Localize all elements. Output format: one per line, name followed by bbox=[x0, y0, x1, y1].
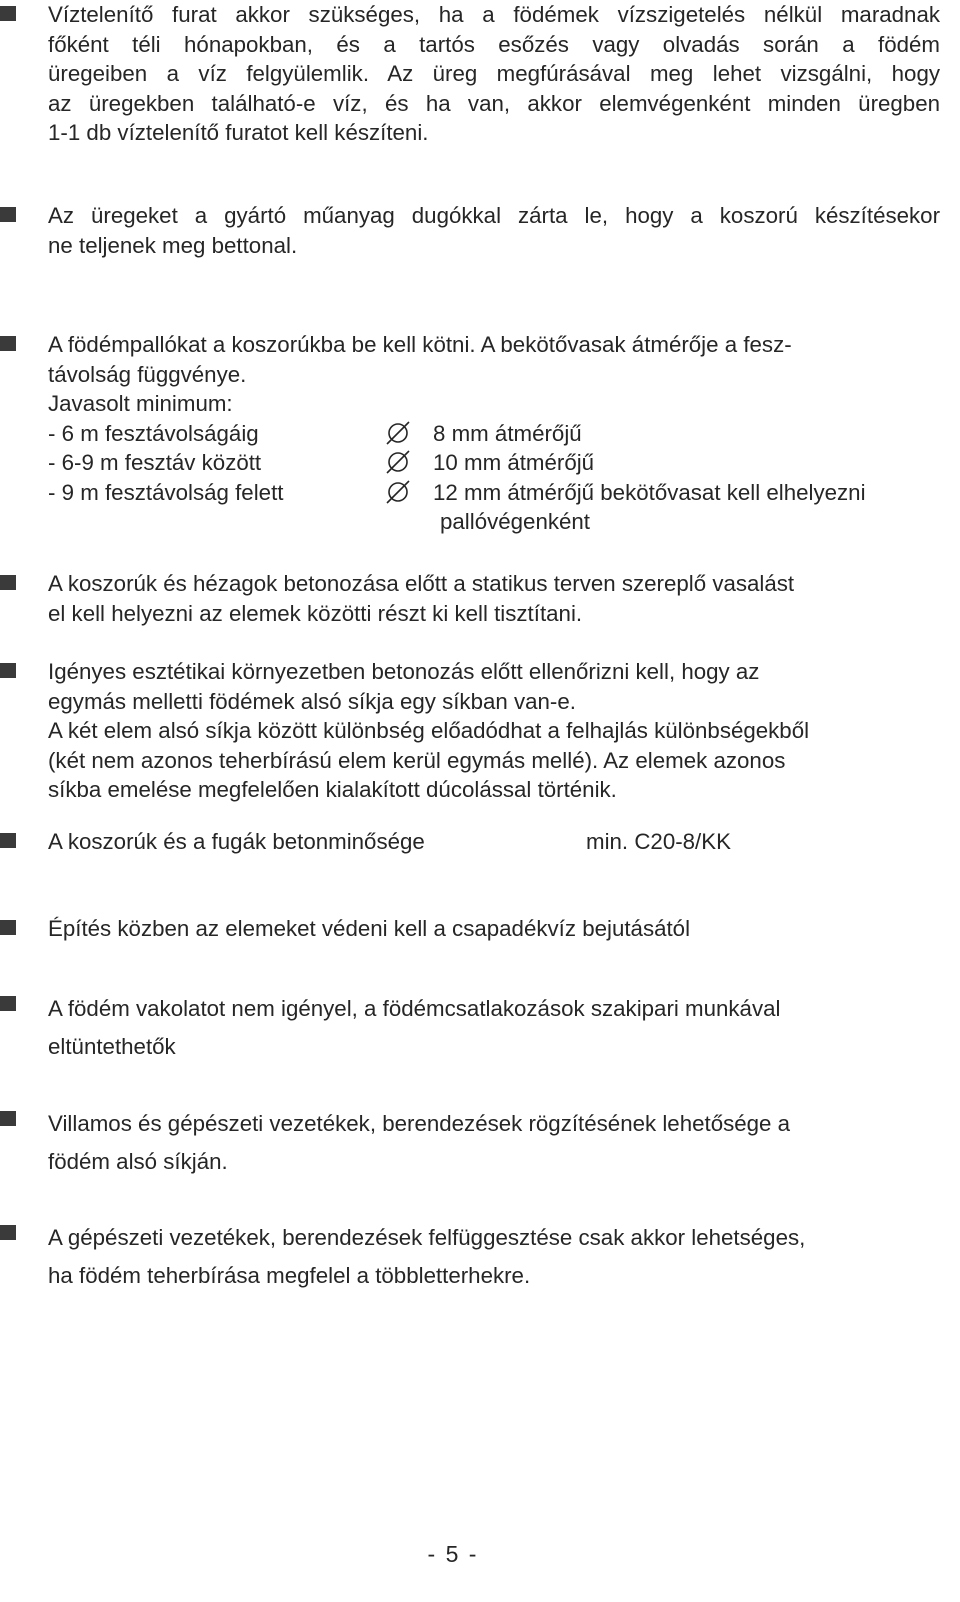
square-bullet-icon bbox=[0, 663, 16, 678]
square-bullet-icon bbox=[0, 336, 16, 351]
concrete-grade-row: A koszorúk és a fugák betonminősége min. C20-8/KK bbox=[48, 827, 940, 857]
paragraph: A koszorúk és hézagok betonozása előtt a statikus terven szereplő vasalást el kell helyezni az elemek közötti részt ki kell tisztítani. bbox=[48, 571, 795, 626]
diameter-icon bbox=[385, 448, 411, 474]
square-bullet-icon bbox=[0, 1225, 16, 1240]
paragraph: Igényes esztétikai környezetben betonozás előtt ellenőrizni kell, hogy az egymás melletti födémek alsó síkja egy síkban van-e. A két elem alsó síkja között különbség előadódhat a felhajlás különbségekből (két nem azonos teherbírású elem kerül egymás mellé). Az elemek azonos síkba emelése megfelelően kialakított dúcolással történik. bbox=[48, 659, 810, 802]
table-row: - 6-9 m fesztáv között 10 mm átmérőjű bbox=[48, 450, 595, 475]
square-bullet-icon bbox=[0, 207, 16, 222]
square-bullet-icon bbox=[0, 1111, 16, 1126]
paragraph: A födém vakolatot nem igényel, a födémcsatlakozások szakipari munkával eltüntethetők bbox=[48, 996, 781, 1059]
paragraph: Víztelenítő furat akkor szükséges, ha a födémek vízszigetelés nélkül maradnak főként téli hónapokban, és a tartós esőzés vagy olvadás során a födém üregeiben a víz felgyülemlik. Az üreg megfúrásával meg lehet vizsgálni, hogy az üregekben található-e víz, és ha van, akkor elemvégenként minden üregben 1-1 db víztelenítő furatot kell készíteni. bbox=[48, 2, 940, 145]
table-row: - 6 m fesztávolságáig 8 mm átmérőjű bbox=[48, 420, 582, 446]
square-bullet-icon bbox=[0, 920, 16, 935]
square-bullet-icon bbox=[0, 575, 16, 590]
paragraph: Villamos és gépészeti vezetékek, berendezések rögzítésének lehetősége a födém alsó síkján. bbox=[48, 1111, 791, 1174]
paragraph: Az üregeket a gyártó műanyag dugókkal zárta le, hogy a koszorú készítésekor ne teljenek meg bettonal. bbox=[48, 203, 940, 258]
diameter-icon bbox=[385, 478, 411, 504]
square-bullet-icon bbox=[0, 996, 16, 1011]
table-note: pallóvégenként bbox=[440, 509, 591, 534]
square-bullet-icon bbox=[0, 6, 16, 21]
concrete-grade-value: min. C20-8/KK bbox=[586, 829, 731, 854]
diameter-icon bbox=[385, 419, 411, 445]
table-row: - 9 m fesztávolság felett 12 mm átmérőjű bekötővasat kell elhelyezni bbox=[48, 479, 866, 505]
square-bullet-icon bbox=[0, 833, 16, 848]
page-number: - 5 - bbox=[427, 1541, 479, 1567]
paragraph: A gépészeti vezetékek, berendezések felfüggesztése csak akkor lehetséges, ha födém teherbírása megfelel a többletterhekre. bbox=[48, 1225, 806, 1288]
paragraph: A födémpallókat a koszorúkba be kell kötni. A bekötővasak átmérője a fesz- távolság függvénye. Javasolt minimum: - 6 m fesztávolságáig 8 mm átmérőjű - 6-9 m fesztáv között 10 mm átmérőjű - 9 m fesztávolság felett 12 mm átmérőjű bekötővasat kell elhelyezni pallóvégenként bbox=[48, 330, 940, 537]
paragraph bbox=[48, 827, 940, 857]
paragraph: Építés közben az elemeket védeni kell a csapadékvíz bejutásától bbox=[48, 916, 691, 941]
